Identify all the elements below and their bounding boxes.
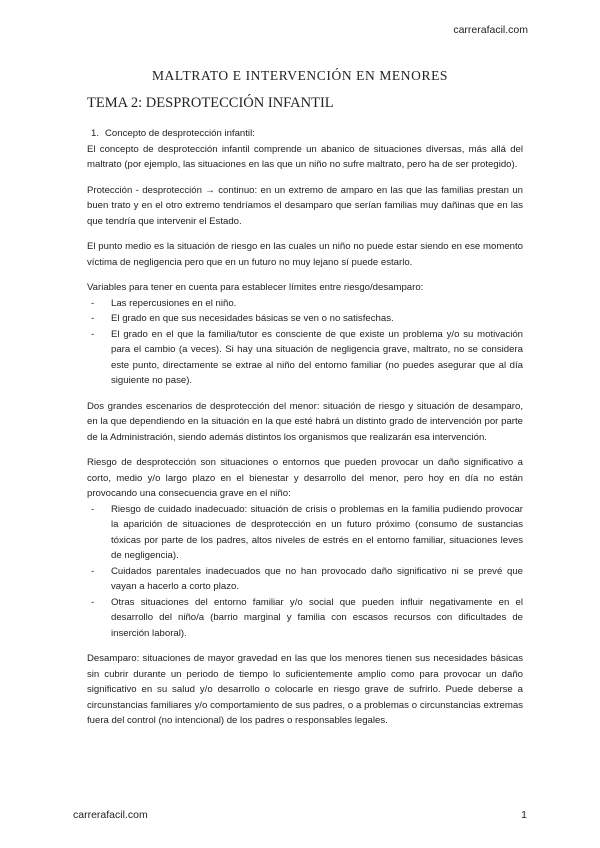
paragraph-continuum: Protección - desprotección → continuo: en un extremo de amparo en las que las familias prestan un buen trato y en el otro extremo tendríamos el desamparo que serían familias muy dañinas que en las que tendría que intervenir el Estado. <box>87 184 523 227</box>
paragraph-variables-intro: Variables para tener en cuenta para establecer límites entre riesgo/desamparo: <box>87 282 424 293</box>
page-number: 1 <box>521 809 527 821</box>
paragraph-midpoint: El punto medio es la situación de riesgo en las cuales un niño no puede estar siendo en ese momento víctima de negligencia pero que en un futuro no muy lejano sí puede estarlo. <box>87 241 523 268</box>
paragraph-desamparo: Desamparo: situaciones de mayor gravedad en las que los menores tienen sus necesidades básicas sin cubrir durante un periodo de tiempo lo suficientemente amplio como para provocar un daño significativo en su salud y/o desarrollo o colocarle en riesgo grave de sufrirlo. Puede deberse a circunstancias familiares y/o comportamiento de sus padres, o a problemas o circunstancias extremas fuera del control (no intencional) de los padres o responsables legales. <box>87 653 523 726</box>
topic-title: TEMA 2: DESPROTECCIÓN INFANTIL <box>87 95 334 111</box>
list-item: - Riesgo de cuidado inadecuado: situación de crisis o problemas en la familia pudiendo provocar la aparición de situaciones de desprotección en un futuro próximo (consumo de sustancias tóxicas por parte de los padres, altos niveles de estrés en el entorno familiar, situaciones leves de negligencia). <box>87 502 523 564</box>
variables-list <box>87 296 523 389</box>
section-heading-text: Concepto de desprotección infantil: <box>105 128 255 139</box>
footer-site-url: carrerafacil.com <box>73 809 148 821</box>
risk-list <box>87 502 523 642</box>
paragraph-concept: El concepto de desprotección infantil comprende un abanico de situaciones diversas, más allá del maltrato (por ejemplo, las situaciones en las que un niño no sufre maltrato, pero ha de ser protegido). <box>87 143 523 170</box>
section-number: 1. <box>91 128 100 139</box>
paragraph-scenarios: Dos grandes escenarios de desprotección del menor: situación de riesgo y situación de desamparo, en la que dependiendo en la situación en la que esté habrá un distinto grado de intervención por parte de la Administración, siendo además distintos los organismos que realizarán esa intervención. <box>87 400 523 443</box>
list-item: - Cuidados parentales inadecuados que no han provocado daño significativo ni se prevé que vayan a hacerlo a corto plazo. <box>87 564 523 595</box>
document-title: MALTRATO E INTERVENCIÓN EN MENORES <box>151 68 449 83</box>
header-site-url: carrerafacil.com <box>453 24 528 36</box>
list-item: - El grado en el que la familia/tutor es consciente de que existe un problema y/o su motivación para el cambio (a veces). Si hay una situación de negligencia grave, maltrato, no se considera este punto, directamente se extrae al niño del entorno familiar (no puedes asegurar que al día siguiente no pase). <box>87 327 523 389</box>
list-item: - Otras situaciones del entorno familiar y/o social que pueden influir negativamente en el desarrollo del niño/a (barrio marginal y familia con escasos recursos con dificultades de inserción laboral). <box>87 595 523 642</box>
document-body <box>87 126 523 739</box>
list-item: - Las repercusiones en el niño. <box>87 296 523 312</box>
paragraph-risk: Riesgo de desprotección son situaciones o entornos que pueden provocar un daño significativo a corto, medio y/o largo plazo en el bienestar y desarrollo del menor, pero hoy en día no están provocando una consecuencia grave en el niño: <box>87 457 523 499</box>
section-heading <box>87 126 523 142</box>
list-item: - El grado en que sus necesidades básicas se ven o no satisfechas. <box>87 311 523 327</box>
